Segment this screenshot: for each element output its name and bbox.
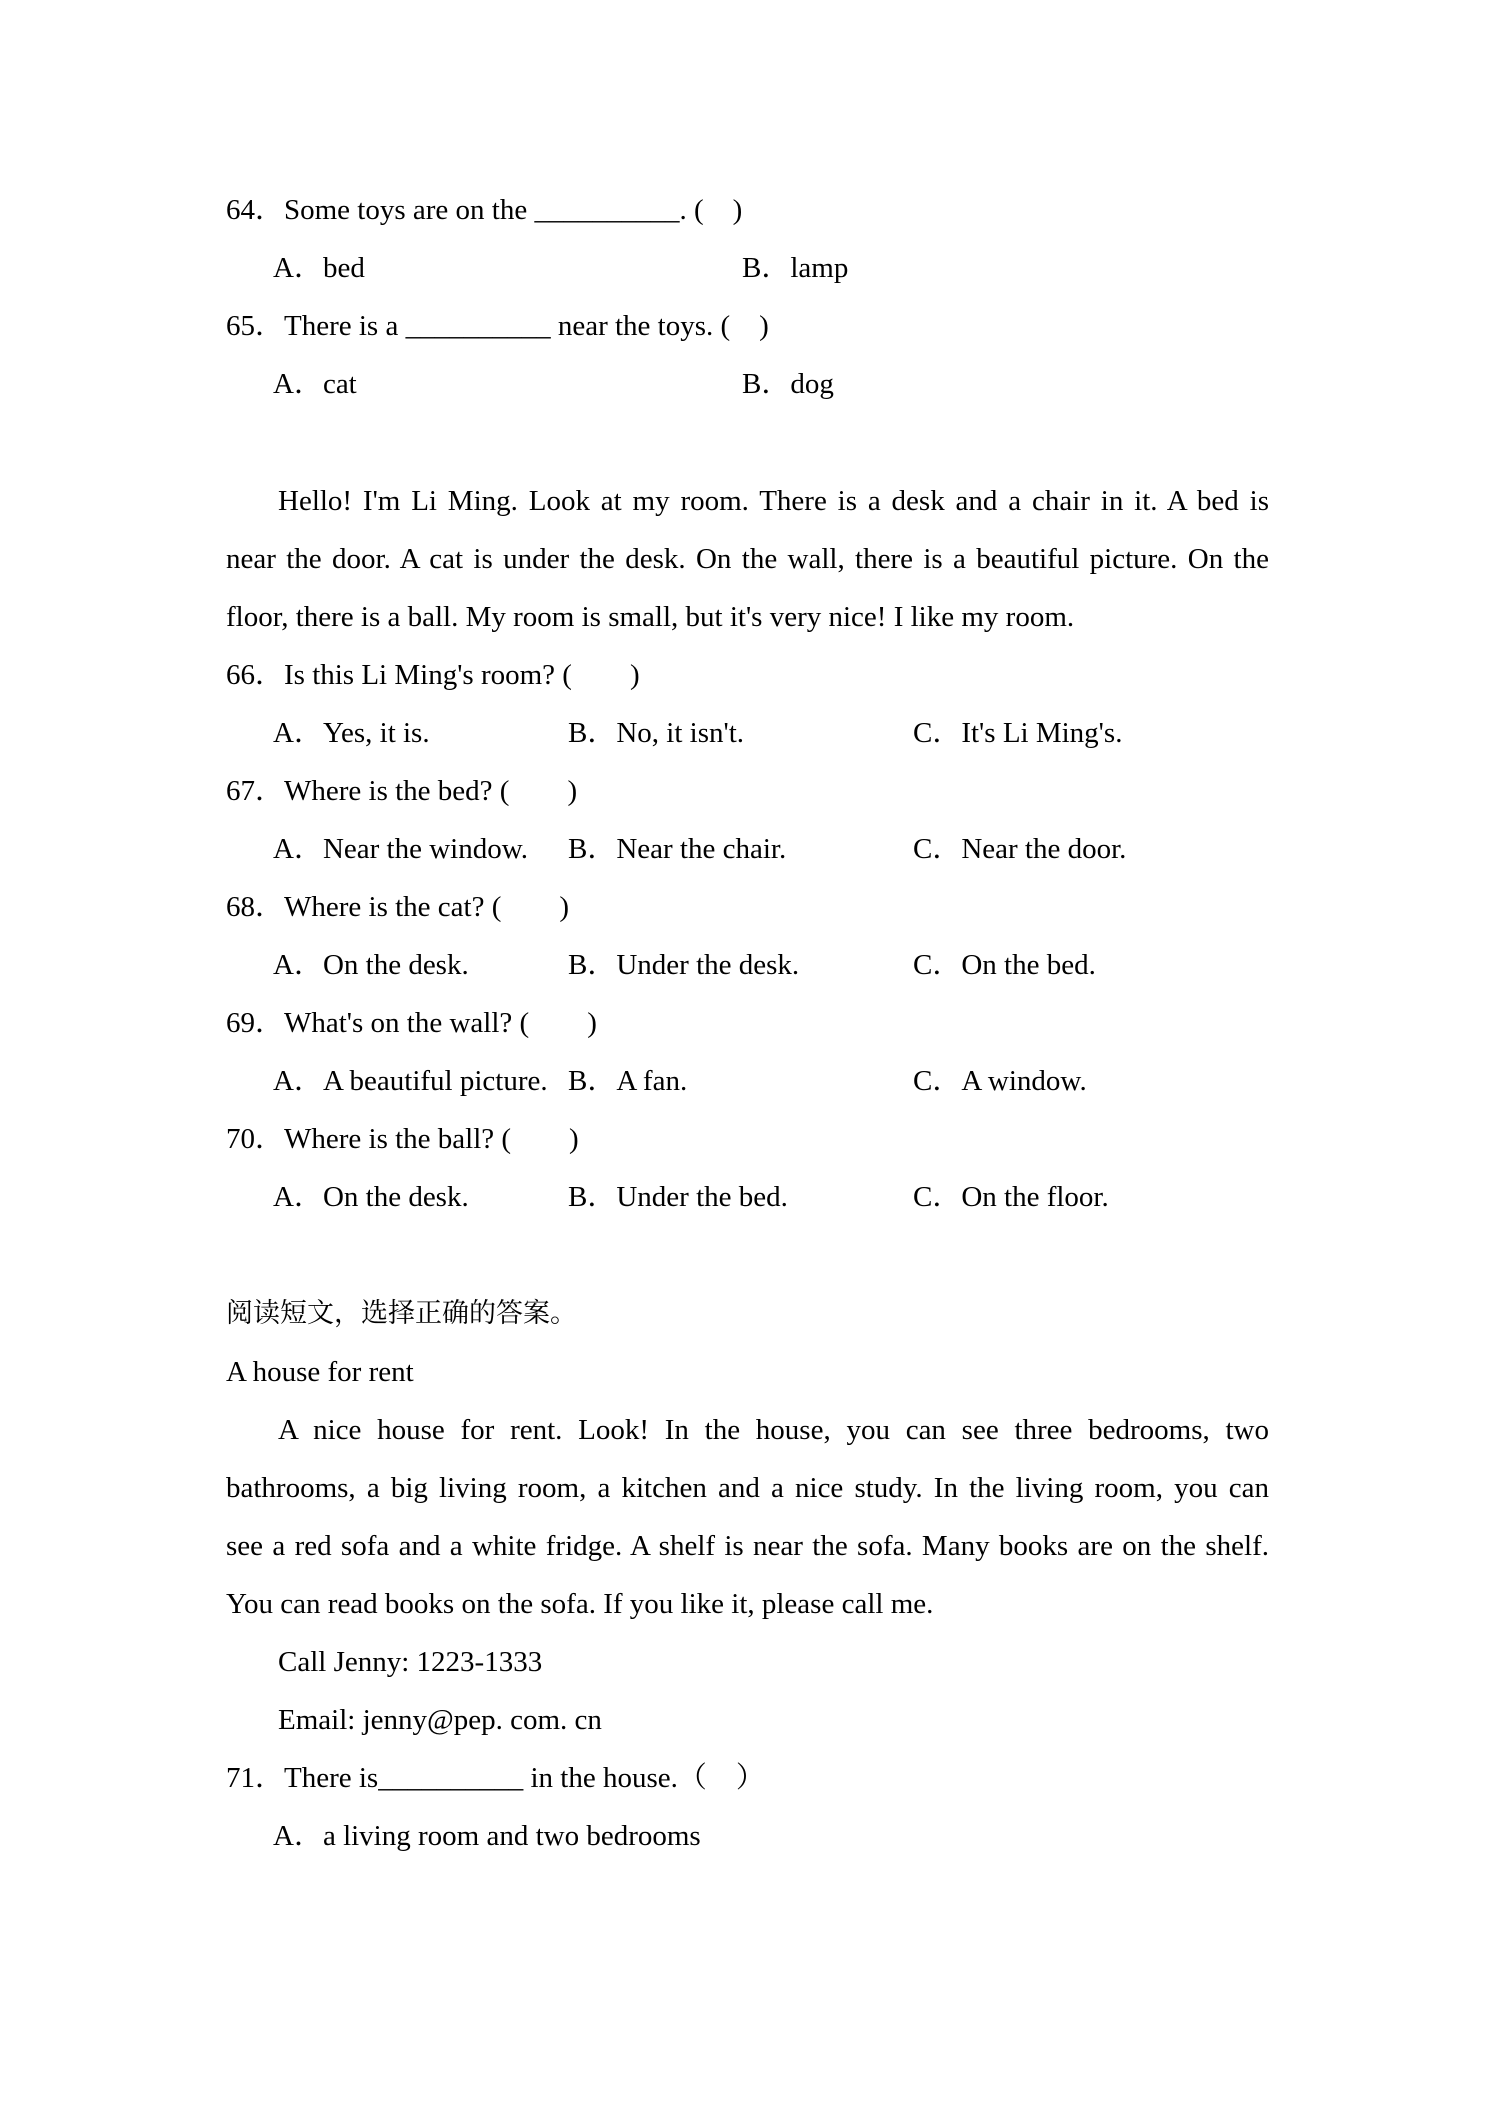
option-67-a[interactable]: A．Near the window. <box>273 833 529 865</box>
question-70: 70．Where is the ball? ( ) <box>226 1123 579 1155</box>
passage-3-line-3: see a red sofa and a white fridge. A shelf is near the sofa. Many books are on the shelf. <box>226 1530 1269 1562</box>
passage-2-line-3: floor, there is a ball. My room is small, but it's very nice! I like my room. <box>226 601 1075 633</box>
option-66-b[interactable]: B．No, it isn't. <box>568 717 745 749</box>
passage-3-line-4: You can read books on the sofa. If you like it, please call me. <box>226 1588 934 1620</box>
option-68-c[interactable]: C．On the bed. <box>913 949 1096 981</box>
question-67: 67．Where is the bed? ( ) <box>226 775 578 807</box>
option-70-a[interactable]: A．On the desk. <box>273 1181 469 1213</box>
question-68: 68．Where is the cat? ( ) <box>226 891 570 923</box>
option-66-a[interactable]: A．Yes, it is. <box>273 717 430 749</box>
option-70-b[interactable]: B．Under the bed. <box>568 1181 788 1213</box>
question-71: 71．There is__________ in the house.（ ） <box>226 1762 765 1794</box>
option-70-c[interactable]: C．On the floor. <box>913 1181 1109 1213</box>
question-65: 65．There is a __________ near the toys. ( ) <box>226 310 769 342</box>
option-71-a[interactable]: A．a living room and two bedrooms <box>273 1820 701 1852</box>
question-69: 69．What's on the wall? ( ) <box>226 1007 597 1039</box>
passage-3-line-2: bathrooms, a big living room, a kitchen and a nice study. In the living room, you can <box>226 1472 1269 1504</box>
option-66-c[interactable]: C．It's Li Ming's. <box>913 717 1123 749</box>
option-68-b[interactable]: B．Under the desk. <box>568 949 800 981</box>
question-64: 64．Some toys are on the __________. ( ) <box>226 194 743 226</box>
option-65-a[interactable]: A．cat <box>273 368 357 400</box>
option-69-c[interactable]: C．A window. <box>913 1065 1087 1097</box>
contact-call: Call Jenny: 1223-1333 <box>278 1646 543 1678</box>
option-67-c[interactable]: C．Near the door. <box>913 833 1127 865</box>
passage-3-line-1: A nice house for rent. Look! In the house, you can see three bedrooms, two <box>278 1414 1269 1446</box>
passage-2-line-1: Hello! I'm Li Ming. Look at my room. There is a desk and a chair in it. A bed is <box>278 485 1269 517</box>
option-68-a[interactable]: A．On the desk. <box>273 949 469 981</box>
option-64-b[interactable]: B．lamp <box>742 252 849 284</box>
contact-email: Email: jenny@pep. com. cn <box>278 1704 602 1736</box>
option-67-b[interactable]: B．Near the chair. <box>568 833 787 865</box>
question-66: 66．Is this Li Ming's room? ( ) <box>226 659 640 691</box>
section-instruction: 阅读短文，选择正确的答案。 <box>226 1298 577 1329</box>
option-65-b[interactable]: B．dog <box>742 368 834 400</box>
option-64-a[interactable]: A．bed <box>273 252 365 284</box>
option-69-b[interactable]: B．A fan. <box>568 1065 688 1097</box>
passage-2-line-2: near the door. A cat is under the desk. On the wall, there is a beautiful picture. On the <box>226 543 1269 575</box>
passage-title: A house for rent <box>226 1356 414 1388</box>
option-69-a[interactable]: A．A beautiful picture. <box>273 1065 548 1097</box>
